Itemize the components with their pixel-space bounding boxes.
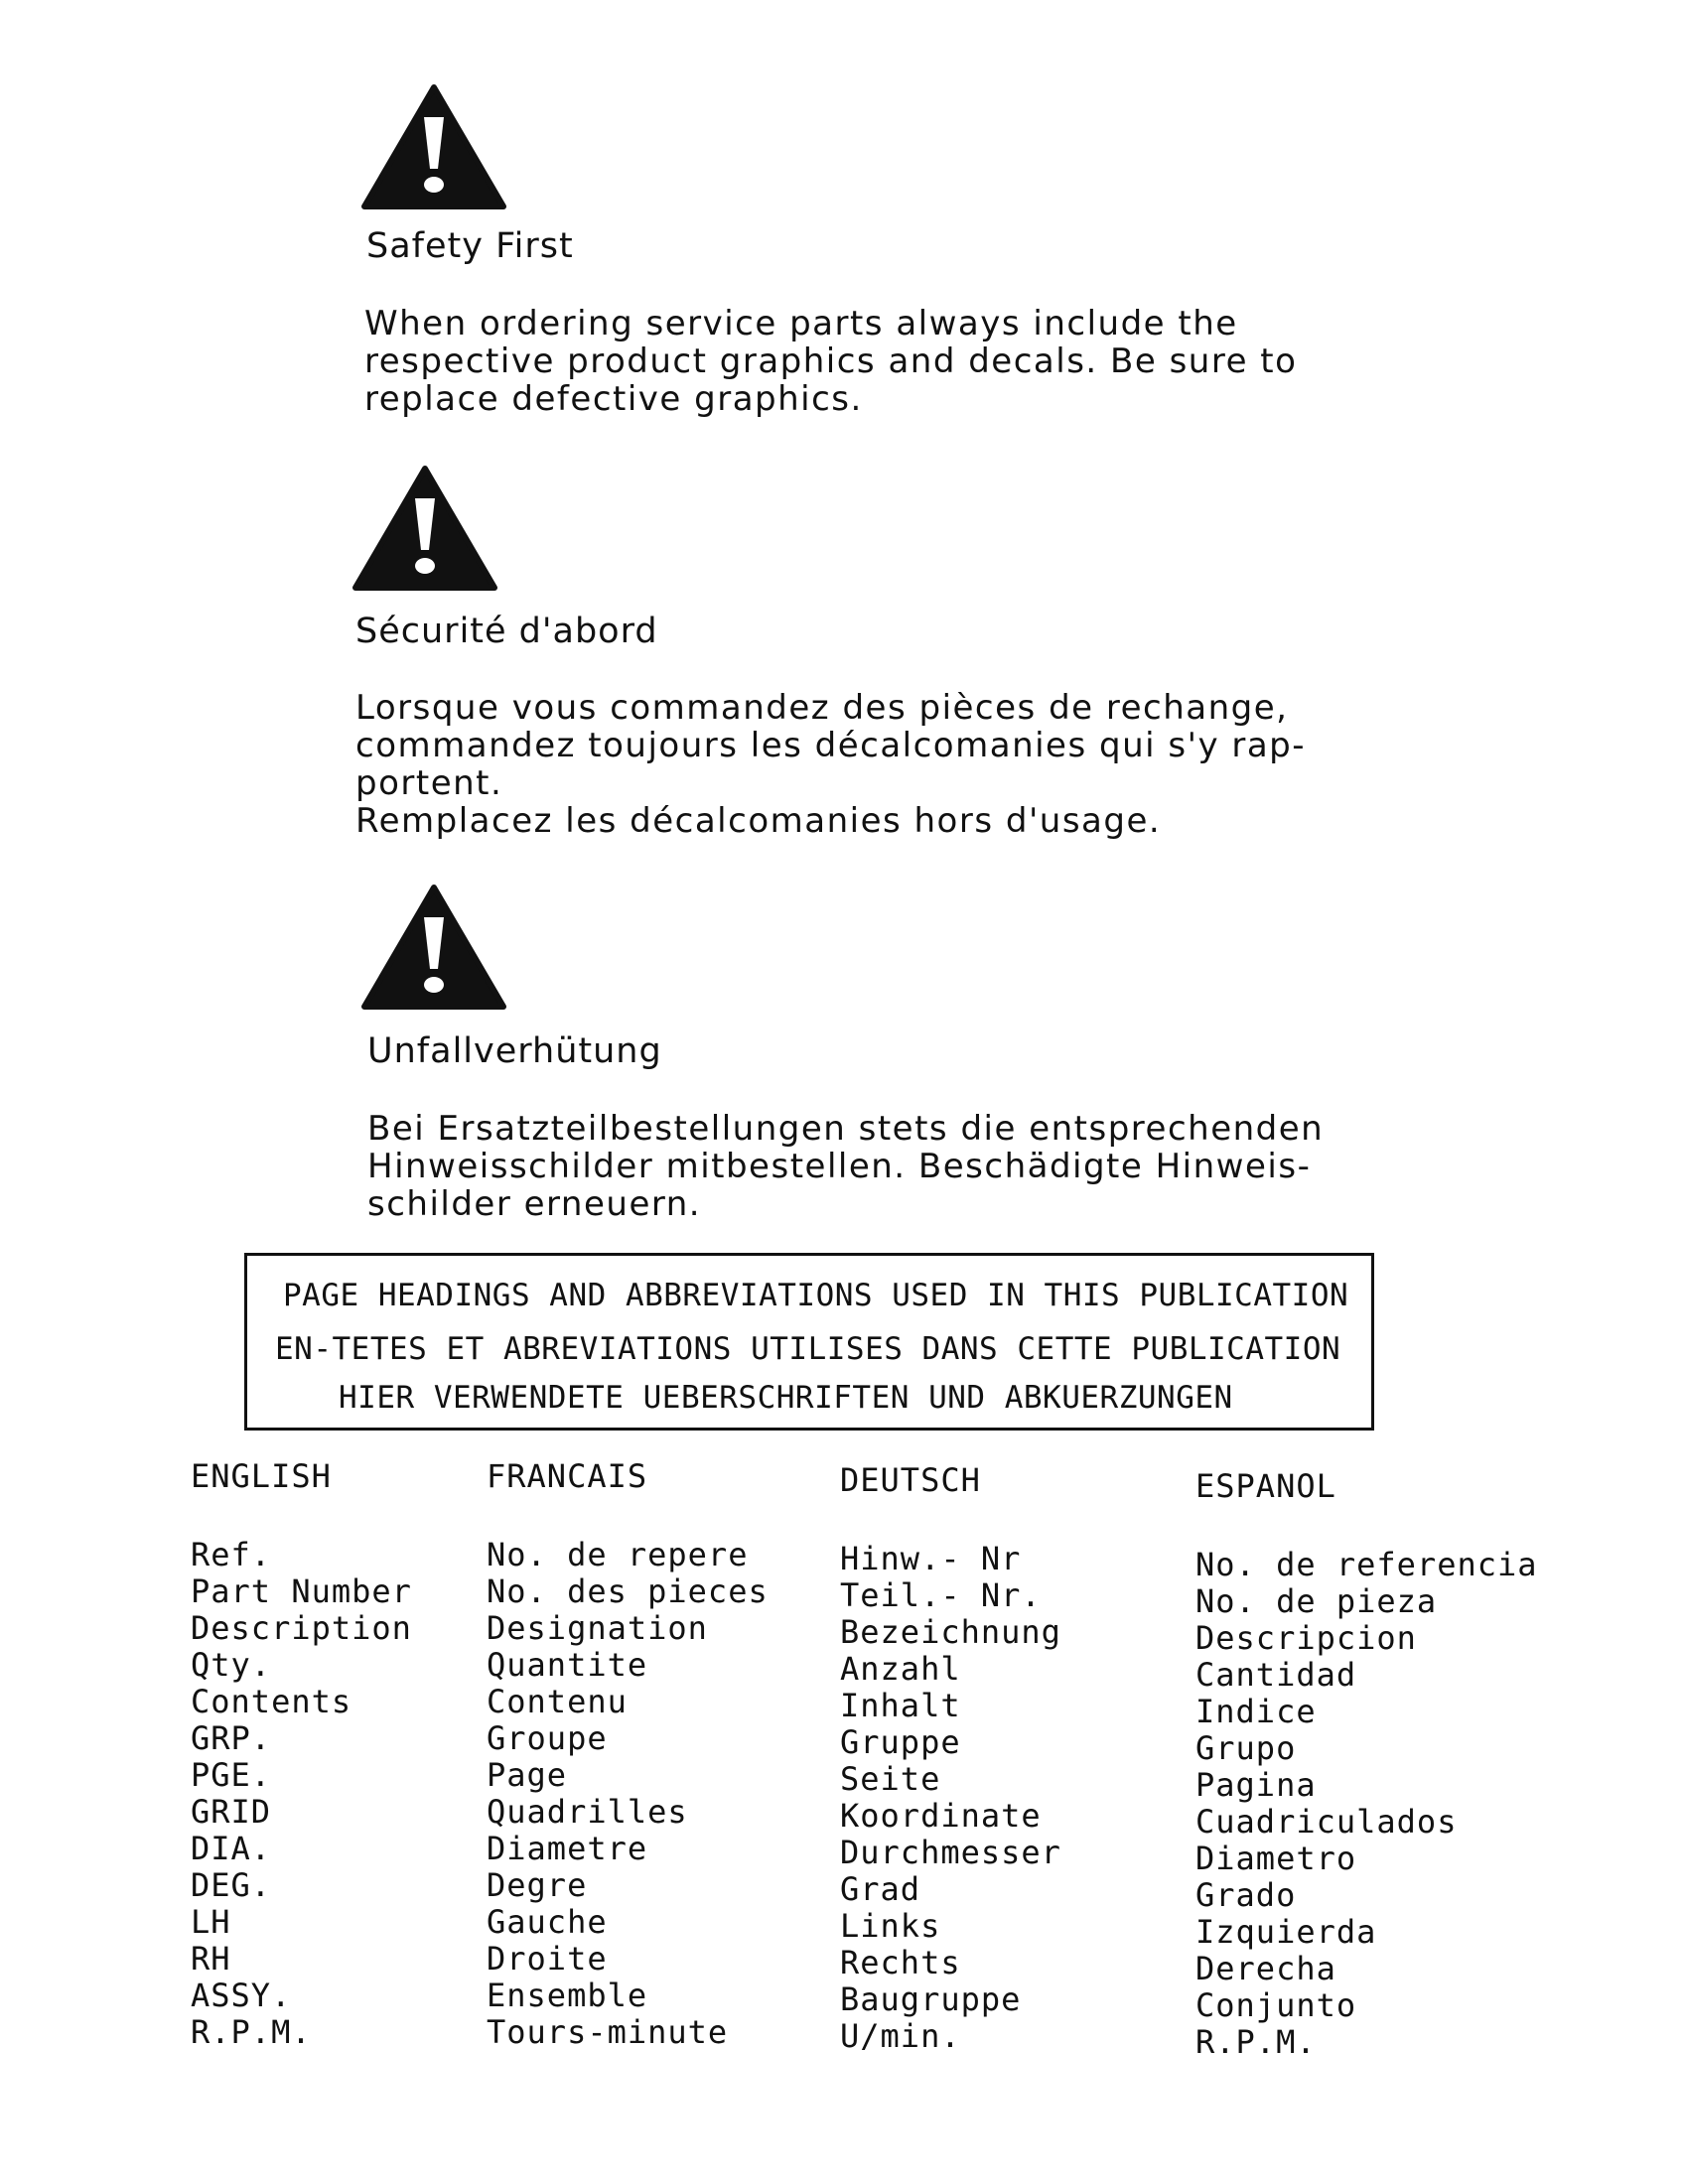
- text-line: respective product graphics and decals. Be sure to: [364, 341, 1298, 381]
- list-item: Inhalt: [840, 1687, 961, 1724]
- section-heading-english: Safety First: [366, 226, 574, 266]
- text-line: Hinweisschilder mitbestellen. Beschädigte Hinweis-: [367, 1147, 1312, 1186]
- list-item: LH: [191, 1903, 231, 1941]
- list-item: Page: [487, 1756, 568, 1794]
- list-item: R.P.M.: [191, 2013, 312, 2051]
- column-german: [840, 1462, 1061, 2055]
- list-item: Conjunto: [1195, 1986, 1357, 2024]
- list-item: Droite: [487, 1940, 608, 1978]
- list-item: RH: [191, 1940, 231, 1978]
- list-item: DEG.: [191, 1866, 272, 1904]
- list-item: Indice: [1195, 1693, 1317, 1730]
- list-item: GRP.: [191, 1719, 272, 1757]
- section-text-german: [367, 1110, 1324, 1223]
- section-text-english: [364, 305, 1297, 418]
- list-item: Bezeichnung: [840, 1613, 1061, 1651]
- column-english: [191, 1458, 412, 2051]
- list-item: Gauche: [487, 1903, 608, 1941]
- column-header: ENGLISH: [191, 1457, 332, 1495]
- abbreviations-title-english: PAGE HEADINGS AND ABBREVIATIONS USED IN THIS PUBLICATION: [283, 1278, 1349, 1313]
- list-item: Designation: [487, 1609, 708, 1647]
- list-item: Contenu: [487, 1683, 628, 1720]
- text-line: Lorsque vous commandez des pièces de rechange,: [355, 688, 1289, 728]
- list-item: Links: [840, 1907, 941, 1945]
- list-item: Degre: [487, 1866, 588, 1904]
- text-line: Remplacez les décalcomanies hors d'usage.: [355, 801, 1162, 841]
- list-item: Teil.- Nr.: [840, 1576, 1042, 1614]
- list-item: ASSY.: [191, 1977, 292, 2014]
- column-french: [487, 1458, 769, 2051]
- list-item: DIA.: [191, 1830, 272, 1867]
- list-item: Baugruppe: [840, 1980, 1022, 2018]
- section-heading-french: Sécurité d'abord: [355, 612, 658, 651]
- list-item: Grado: [1195, 1876, 1297, 1914]
- list-item: Hinw.- Nr: [840, 1540, 1022, 1577]
- list-item: Koordinate: [840, 1797, 1042, 1835]
- list-item: Description: [191, 1609, 412, 1647]
- list-item: Rechts: [840, 1944, 961, 1981]
- list-item: Seite: [840, 1760, 941, 1798]
- list-item: Tours-minute: [487, 2013, 729, 2051]
- column-header: ESPANOL: [1195, 1467, 1336, 1505]
- text-line: portent.: [355, 763, 503, 803]
- abbreviations-title-french: EN-TETES ET ABREVIATIONS UTILISES DANS CETTE PUBLICATION: [275, 1331, 1341, 1367]
- list-item: Ref.: [191, 1536, 272, 1573]
- list-item: Cuadriculados: [1195, 1803, 1458, 1841]
- list-item: Descripcion: [1195, 1619, 1417, 1657]
- text-line: Bei Ersatzteilbestellungen stets die entsprechenden: [367, 1109, 1325, 1149]
- list-item: No. de referencia: [1195, 1546, 1538, 1583]
- list-item: Part Number: [191, 1572, 412, 1610]
- list-item: GRID: [191, 1793, 272, 1831]
- list-item: Pagina: [1195, 1766, 1317, 1804]
- list-item: Derecha: [1195, 1950, 1336, 1987]
- section-text-french: [355, 689, 1306, 840]
- list-item: R.P.M.: [1195, 2023, 1317, 2061]
- list-item: Grad: [840, 1870, 921, 1908]
- warning-triangle-icon: [351, 463, 498, 594]
- list-item: No. de pieza: [1195, 1582, 1438, 1620]
- list-item: Contents: [191, 1683, 352, 1720]
- column-header: DEUTSCH: [840, 1461, 981, 1499]
- warning-triangle-icon: [360, 882, 507, 1013]
- list-item: Diametre: [487, 1830, 648, 1867]
- list-item: Anzahl: [840, 1650, 961, 1688]
- list-item: No. de repere: [487, 1536, 749, 1573]
- list-item: Durchmesser: [840, 1834, 1061, 1871]
- abbreviations-title-german: HIER VERWENDETE UEBERSCHRIFTEN UND ABKUERZUNGEN: [339, 1380, 1233, 1416]
- list-item: Izquierda: [1195, 1913, 1377, 1951]
- list-item: U/min.: [840, 2017, 961, 2055]
- list-item: Quantite: [487, 1646, 648, 1684]
- text-line: When ordering service parts always include the: [364, 304, 1238, 343]
- list-item: No. des pieces: [487, 1572, 769, 1610]
- section-heading-german: Unfallverhütung: [367, 1031, 662, 1071]
- warning-triangle-icon: [360, 81, 507, 212]
- list-item: Ensemble: [487, 1977, 648, 2014]
- column-spanish: [1195, 1468, 1538, 2061]
- list-item: Cantidad: [1195, 1656, 1357, 1694]
- column-header: FRANCAIS: [487, 1457, 648, 1495]
- list-item: Groupe: [487, 1719, 608, 1757]
- abbreviations-title-box: [244, 1253, 1374, 1431]
- list-item: Diametro: [1195, 1840, 1357, 1877]
- list-item: Grupo: [1195, 1729, 1297, 1767]
- list-item: Quadrilles: [487, 1793, 688, 1831]
- text-line: commandez toujours les décalcomanies qui s'y rap-: [355, 726, 1307, 765]
- list-item: Qty.: [191, 1646, 272, 1684]
- list-item: PGE.: [191, 1756, 272, 1794]
- text-line: replace defective graphics.: [364, 379, 863, 419]
- text-line: schilder erneuern.: [367, 1184, 702, 1224]
- list-item: Gruppe: [840, 1723, 961, 1761]
